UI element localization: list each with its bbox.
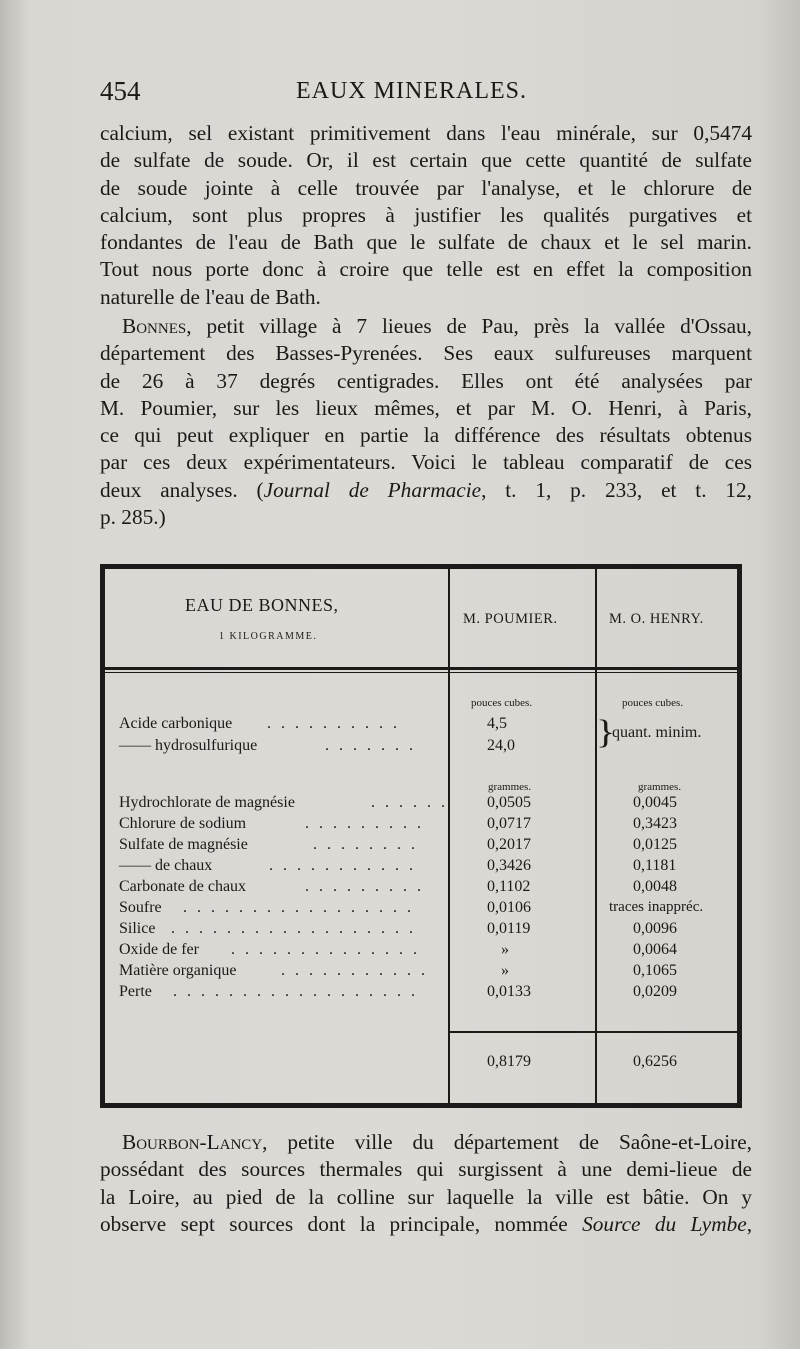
total-henry: 0,6256 <box>633 1053 677 1070</box>
table-row <box>119 899 739 921</box>
text-line <box>100 477 752 504</box>
unit-label: grammes. <box>488 781 532 793</box>
text-line: la Loire, au pied de la colline sur laquelle la ville est bâtie. On y <box>100 1184 752 1209</box>
row-label: Perte <box>119 983 152 1000</box>
paragraph-bourbon-lancy <box>100 1129 752 1238</box>
row-label: —— de chaux <box>119 857 213 874</box>
value-poumier: 0,3426 <box>487 857 531 874</box>
text-line: ce qui peut expliquer en partie la différence des résultats obtenus <box>100 423 752 448</box>
leader-dots: . . . . . . <box>371 794 448 811</box>
column-header-poumier: M. POUMIER. <box>463 611 558 627</box>
text-line: département des Basses-Pyrenées. Ses eaux sulfureuses marquent <box>100 341 752 366</box>
leader-dots: . . . . . . . . <box>313 836 418 853</box>
value-henry: 0,0125 <box>633 836 677 853</box>
brace-icon: } <box>596 712 616 751</box>
page-header <box>100 76 750 110</box>
value-poumier: 0,1102 <box>487 878 531 895</box>
text-line: Tout nous porte donc à croire que telle est en effet la composition <box>100 257 752 282</box>
header-rule <box>105 672 737 673</box>
value-poumier: 0,0505 <box>487 794 531 811</box>
running-title: EAUX MINERALES. <box>296 78 527 104</box>
value-poumier: 4,5 <box>487 715 507 732</box>
value-henry: 0,0209 <box>633 983 677 1000</box>
column-header-henry: M. O. HENRY. <box>609 611 704 627</box>
unit-label: grammes. <box>638 781 682 793</box>
header-rule <box>105 667 737 670</box>
total-poumier: 0,8179 <box>487 1053 531 1070</box>
text-line: par ces deux expérimentateurs. Voici le tableau comparatif de ces <box>100 450 752 475</box>
value-poumier: 0,0119 <box>487 920 531 937</box>
table-row <box>119 794 739 816</box>
row-label: Silice <box>119 920 156 937</box>
value-poumier: » <box>501 962 509 979</box>
table-row <box>119 983 739 1005</box>
table-row <box>119 857 739 879</box>
text-line: possédant des sources thermales qui surgissent à une demi-lieue de <box>100 1157 752 1182</box>
table-row <box>119 920 739 942</box>
text-line: M. Poumier, sur les lieux mêmes, et par M. O. Henri, à Paris, <box>100 395 752 420</box>
leader-dots: . . . . . . . . . . . . . . . . . . <box>173 983 418 1000</box>
value-henry: quant. minim. <box>612 724 702 741</box>
value-henry: 0,0048 <box>633 878 677 895</box>
total-rule <box>448 1031 737 1033</box>
text-line: fondantes de l'eau de Bath que le sulfate de chaux et le sel marin. <box>100 230 752 255</box>
leader-dots: . . . . . . . . . . . . . . <box>231 941 420 958</box>
row-label: Sulfate de magnésie <box>119 836 248 853</box>
value-poumier: 0,0717 <box>487 815 531 832</box>
leader-dots: . . . . . . . . . <box>305 815 424 832</box>
table-subtitle: 1 KILOGRAMME. <box>219 631 318 642</box>
text-line: de sulfate de soude. Or, il est certain que cette quantité de sulfate <box>100 148 752 173</box>
value-henry: traces inappréc. <box>609 899 704 915</box>
text-line: p. 285.) <box>100 505 166 530</box>
page-number: 454 <box>100 76 141 106</box>
text-line: de soude jointe à celle trouvée par l'analyse, et le chlorure de <box>100 175 752 200</box>
row-label: Soufre <box>119 899 162 916</box>
value-henry: 0,1065 <box>633 962 677 979</box>
text-fragment: deux analyses. ( <box>100 477 264 502</box>
row-label: Carbonate de chaux <box>119 878 247 895</box>
text-line: calcium, sont plus propres à justifier les qualités purgatives et <box>100 202 752 227</box>
unit-label: pouces cubes. <box>622 697 684 709</box>
value-henry: 0,0064 <box>633 941 677 958</box>
row-label: —— hydrosulfurique <box>119 737 258 754</box>
value-poumier: » <box>501 941 509 958</box>
leader-dots: . . . . . . . . . . . . . . . . . . <box>171 920 416 937</box>
leader-dots: . . . . . . . . . . . <box>269 857 416 874</box>
table-row <box>119 836 739 858</box>
text-fragment: observe sept sources dont la principale, nommée <box>100 1211 583 1236</box>
text-line: naturelle de l'eau de Bath. <box>100 284 321 309</box>
place-name: Bourbon-Lancy <box>122 1130 263 1154</box>
unit-label: pouces cubes. <box>471 697 533 709</box>
text-line <box>100 1129 752 1156</box>
text-fragment: , petite ville du département de Saône-et-Loire, <box>262 1130 752 1154</box>
leader-dots: . . . . . . . . . <box>305 878 424 895</box>
text-line: calcium, sel existant primitivement dans l'eau minérale, sur 0,5474 <box>100 121 752 145</box>
text-fragment: , <box>746 1211 753 1236</box>
text-line <box>100 313 752 340</box>
value-henry: 0,0096 <box>633 920 677 937</box>
row-label: Chlorure de sodium <box>119 815 247 832</box>
value-henry: 0,1181 <box>633 857 677 874</box>
value-poumier: 24,0 <box>487 737 515 754</box>
table-row <box>119 941 739 963</box>
place-name: Bonnes <box>122 314 187 338</box>
row-label: Matière organique <box>119 962 237 979</box>
journal-title: Journal de Pharmacie <box>263 477 482 502</box>
row-label: Acide carbonique <box>119 715 233 732</box>
value-henry: 0,0045 <box>633 794 677 811</box>
value-poumier: 0,0106 <box>487 899 531 916</box>
text-line <box>100 1211 752 1238</box>
leader-dots: . . . . . . . . . . <box>267 715 400 732</box>
source-name: Source du Lymbe <box>582 1211 747 1236</box>
paragraph-bath <box>100 120 752 311</box>
table-row <box>119 815 739 837</box>
table-row <box>119 962 739 984</box>
leader-dots: . . . . . . . <box>325 737 416 754</box>
text-line: de 26 à 37 degrés centigrades. Elles ont été analysées par <box>100 368 752 393</box>
row-label: Hydrochlorate de magnésie <box>119 794 295 811</box>
value-poumier: 0,2017 <box>487 836 531 853</box>
paragraph-bonnes <box>100 313 752 531</box>
text-fragment: , petit village à 7 lieues de Pau, près la vallée d'Ossau, <box>186 314 752 338</box>
leader-dots: . . . . . . . . . . . <box>281 962 428 979</box>
value-poumier: 0,0133 <box>487 983 531 1000</box>
analysis-table <box>100 564 742 1108</box>
leader-dots: . . . . . . . . . . . . . . . . . <box>183 899 414 916</box>
table-row <box>119 878 739 900</box>
value-henry: 0,3423 <box>633 815 677 832</box>
row-label: Oxide de fer <box>119 941 199 958</box>
text-fragment: , t. 1, p. 233, et t. 12, <box>481 477 752 502</box>
table-title: EAU DE BONNES, <box>185 595 339 615</box>
